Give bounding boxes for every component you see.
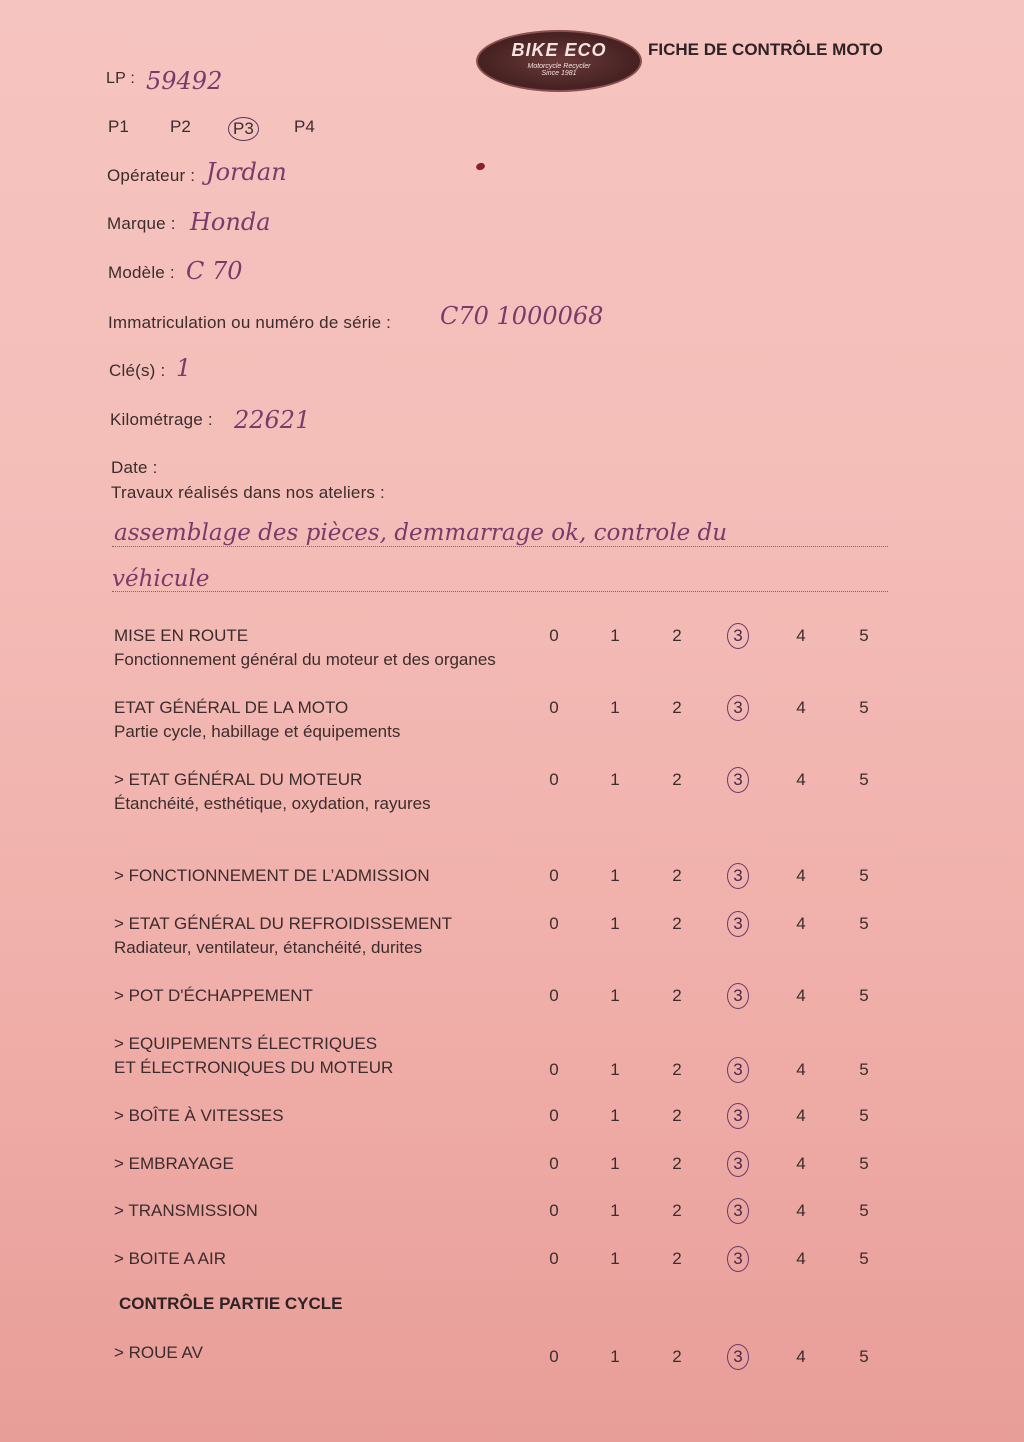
criterion-subtitle: Partie cycle, habillage et équipements — [114, 722, 401, 741]
rating-option[interactable]: 0 — [549, 1106, 559, 1125]
rating-option[interactable]: 1 — [610, 1249, 620, 1268]
rating-option-selected[interactable]: 3 — [727, 1103, 749, 1129]
rating-option[interactable]: 1 — [610, 914, 620, 933]
rating-option[interactable]: 4 — [796, 866, 806, 885]
criterion-title: > TRANSMISSION — [114, 1201, 258, 1220]
rating-option[interactable]: 4 — [796, 770, 806, 789]
rating-option[interactable]: 2 — [672, 1249, 682, 1268]
brand-value: Honda — [190, 208, 271, 236]
work-description-line-1: assemblage des pièces, demmarrage ok, controle du — [114, 520, 728, 546]
ink-speck — [475, 162, 486, 172]
criterion-subtitle: Fonctionnement général du moteur et des organes — [114, 650, 496, 669]
criterion-title: > POT D'ÉCHAPPEMENT — [114, 986, 313, 1005]
position-option-p1: P1 — [108, 117, 129, 136]
rating-option-selected[interactable]: 3 — [727, 1057, 749, 1083]
rating-option[interactable]: 4 — [796, 1201, 806, 1220]
rating-option[interactable]: 2 — [672, 866, 682, 885]
rating-option[interactable]: 2 — [672, 914, 682, 933]
rating-option[interactable]: 1 — [610, 1347, 620, 1366]
work-line-2 — [112, 591, 888, 592]
rating-option[interactable]: 1 — [610, 866, 620, 885]
rating-option[interactable]: 1 — [610, 1106, 620, 1125]
keys-value: 1 — [176, 354, 192, 382]
rating-option[interactable]: 0 — [549, 1347, 559, 1366]
rating-option[interactable]: 2 — [672, 1347, 682, 1366]
rating-option[interactable]: 5 — [859, 1201, 869, 1220]
rating-option[interactable]: 2 — [672, 698, 682, 717]
rating-option-selected[interactable]: 3 — [727, 863, 749, 889]
criterion-subtitle: ET ÉLECTRONIQUES DU MOTEUR — [114, 1058, 394, 1077]
serial-value: C70 1000068 — [440, 302, 604, 330]
rating-option[interactable]: 2 — [672, 626, 682, 645]
criterion-title: MISE EN ROUTE — [114, 626, 249, 645]
logo-since: Since 1981 — [541, 70, 577, 77]
rating-option[interactable]: 2 — [672, 770, 682, 789]
rating-option-selected[interactable]: 3 — [727, 767, 749, 793]
rating-option[interactable]: 2 — [672, 1060, 682, 1079]
rating-option[interactable]: 1 — [610, 986, 620, 1005]
rating-option[interactable]: 0 — [549, 1154, 559, 1173]
rating-option-selected[interactable]: 3 — [727, 1198, 749, 1224]
rating-option[interactable]: 0 — [549, 914, 559, 933]
rating-option[interactable]: 2 — [672, 1106, 682, 1125]
bike-eco-logo — [476, 30, 642, 92]
criterion-title: > EQUIPEMENTS ÉLECTRIQUES — [114, 1034, 378, 1053]
rating-option[interactable]: 4 — [796, 698, 806, 717]
rating-option[interactable]: 5 — [859, 866, 869, 885]
brand-label: Marque : — [107, 214, 176, 233]
criterion-title: > FONCTIONNEMENT DE L’ADMISSION — [114, 866, 430, 885]
rating-option-selected[interactable]: 3 — [727, 623, 749, 649]
rating-option[interactable]: 0 — [549, 698, 559, 717]
criterion-title: > BOITE A AIR — [114, 1249, 226, 1268]
rating-option[interactable]: 0 — [549, 1249, 559, 1268]
rating-option[interactable]: 5 — [859, 1106, 869, 1125]
rating-option-selected[interactable]: 3 — [727, 911, 749, 937]
rating-option[interactable]: 4 — [796, 1249, 806, 1268]
position-option-p4: P4 — [294, 117, 315, 136]
rating-option[interactable]: 4 — [796, 626, 806, 645]
position-option-p3-selected: P3 — [228, 117, 259, 141]
rating-option[interactable]: 4 — [796, 986, 806, 1005]
logo-name: BIKE ECO — [511, 40, 607, 60]
rating-option[interactable]: 4 — [796, 1347, 806, 1366]
work-label: Travaux réalisés dans nos ateliers : — [111, 483, 385, 502]
rating-option[interactable]: 1 — [610, 1201, 620, 1220]
criterion-title: > ETAT GÉNÉRAL DU REFROIDISSEMENT — [114, 914, 453, 933]
lp-label: LP : — [106, 70, 135, 87]
operator-value: Jordan — [206, 158, 287, 186]
lp-value: 59492 — [146, 67, 223, 95]
rating-option[interactable]: 1 — [610, 770, 620, 789]
rating-option[interactable]: 5 — [859, 1060, 869, 1079]
keys-label: Clé(s) : — [109, 361, 166, 380]
position-option-p2: P2 — [170, 117, 191, 136]
rating-option[interactable]: 0 — [549, 626, 559, 645]
date-label: Date : — [111, 458, 158, 477]
rating-option[interactable]: 5 — [859, 986, 869, 1005]
rating-option[interactable]: 5 — [859, 1347, 869, 1366]
serial-label: Immatriculation ou numéro de série : — [108, 313, 392, 332]
model-label: Modèle : — [108, 263, 175, 282]
rating-option[interactable]: 5 — [859, 770, 869, 789]
logo-subtitle: Motorcycle Recycler — [527, 63, 591, 70]
rating-option[interactable]: 2 — [672, 1201, 682, 1220]
rating-option-selected[interactable]: 3 — [727, 695, 749, 721]
rating-option[interactable]: 5 — [859, 914, 869, 933]
rating-option[interactable]: 2 — [672, 986, 682, 1005]
criterion-title: ETAT GÉNÉRAL DE LA MOTO — [114, 698, 349, 717]
work-description-line-2: véhicule — [112, 566, 210, 592]
criterion-title: > BOÎTE À VITESSES — [114, 1106, 284, 1125]
rating-option[interactable]: 5 — [859, 698, 869, 717]
criterion-title: > ROUE AV — [114, 1343, 203, 1362]
rating-option[interactable]: 4 — [796, 914, 806, 933]
rating-option[interactable]: 5 — [859, 1249, 869, 1268]
rating-option-selected[interactable]: 3 — [727, 983, 749, 1009]
rating-option[interactable]: 5 — [859, 626, 869, 645]
rating-option[interactable]: 0 — [549, 770, 559, 789]
rating-option[interactable]: 1 — [610, 1154, 620, 1173]
rating-option[interactable]: 4 — [796, 1060, 806, 1079]
rating-option[interactable]: 0 — [549, 1201, 559, 1220]
rating-option-selected[interactable]: 3 — [727, 1344, 749, 1370]
rating-option-selected[interactable]: 3 — [727, 1151, 749, 1177]
rating-option[interactable]: 4 — [796, 1154, 806, 1173]
mileage-label: Kilométrage : — [110, 410, 213, 429]
criterion-subtitle: Radiateur, ventilateur, étanchéité, durites — [114, 938, 423, 957]
work-line-1 — [112, 546, 888, 547]
rating-option[interactable]: 0 — [549, 986, 559, 1005]
rating-option[interactable]: 1 — [610, 626, 620, 645]
rating-option[interactable]: 5 — [859, 1154, 869, 1173]
rating-option-selected[interactable]: 3 — [727, 1246, 749, 1272]
model-value: C 70 — [186, 257, 243, 285]
rating-option[interactable]: 1 — [610, 1060, 620, 1079]
operator-label: Opérateur : — [107, 166, 196, 185]
rating-option[interactable]: 0 — [549, 866, 559, 885]
rating-option[interactable]: 0 — [549, 1060, 559, 1079]
criterion-title: > ETAT GÉNÉRAL DU MOTEUR — [114, 770, 363, 789]
rating-option[interactable]: 1 — [610, 698, 620, 717]
rating-option[interactable]: 2 — [672, 1154, 682, 1173]
rating-option[interactable]: 4 — [796, 1106, 806, 1125]
criterion-subtitle: Étanchéité, esthétique, oxydation, rayures — [114, 794, 431, 813]
criterion-title: > EMBRAYAGE — [114, 1154, 234, 1173]
form-title: FICHE DE CONTRÔLE MOTO — [648, 40, 883, 59]
cycle-section-title: CONTRÔLE PARTIE CYCLE — [119, 1294, 343, 1313]
mileage-value: 22621 — [234, 406, 311, 434]
